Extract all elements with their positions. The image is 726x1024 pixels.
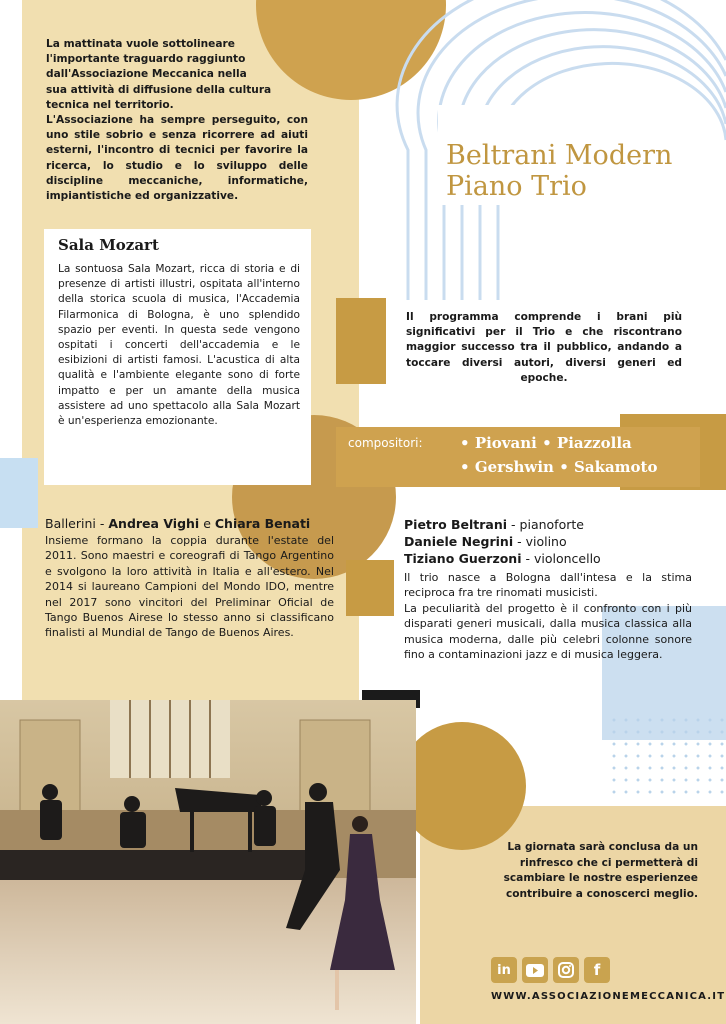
bullet-icon: • [542, 434, 552, 452]
instagram-icon[interactable] [553, 957, 579, 983]
composer-name: Gershwin [474, 458, 554, 476]
dancer-name-2: Chiara Benati [214, 516, 311, 531]
sala-mozart-text: La sontuosa Sala Mozart, ricca di storia e di presenze di artisti illustri, ospitata all'interno della storica scuola di musica, l'Accademia Filarmonica di Bologna, è uno splendido spazio per eventi. In questa sede vengono ospitati i concerti dell'accademia e le esibizioni di artisti famosi. L'acustica di alta qualità e l'ambiente elegante sono di forte impatto e per un amante della musica assistere ad uno spettacolo alla Sala Mozart è un'esperienza emozionante. [58, 263, 300, 428]
ballerini-text: Insieme formano la coppia durante l'estate del 2011. Sono maestri e coreografi di Tango Argentino e svolgono la loro attività in Italia e all'estero. Nel 2014 si laureano Campioni del Mondo IDO, mentre nel 2017 sono vincitori del Preliminar Oficial de Tango Buenos Airese lo stesso anno si classificano finalisti al Mundial de Tango de Buenos Aires. [45, 534, 334, 640]
youtube-play-icon [526, 964, 544, 977]
instagram-glyph [557, 961, 575, 979]
trio-description-p2: La peculiarità del progetto è il confronto con i più disparati generi musicali, dalla musica classica alla musica moderna, dalle più celebri colonne sonore fino a contaminazioni jazz e di musica leggera. [404, 601, 692, 662]
youtube-icon[interactable] [522, 957, 548, 983]
intro-line-4: sua attività di diffusione della cultura [46, 83, 272, 96]
closing-text: La giornata sarà conclusa da un rinfresco che ci permetterà di scambiare le nostre esperienzee contribuire a conoscerci meglio. [503, 841, 698, 900]
musicians-list [404, 516, 704, 567]
musician-role: - violoncello [525, 551, 601, 566]
sala-mozart-title: Sala Mozart [58, 236, 159, 254]
trio-description-p1: Il trio nasce a Bologna dall'intesa e la stima reciproca fra tre rinomati musicisti. [404, 571, 692, 600]
gold-rect-small [336, 298, 386, 384]
trio-title-line-2: Piano Trio [446, 171, 587, 202]
compositori-row-1 [460, 434, 632, 452]
trio-title-line-1: Beltrani Modern [446, 140, 673, 171]
programma-text: Il programma comprende i brani più significativi per il Trio e che riscontrano maggior successo tra il pubblico, andando a toccare diversi autori, diversi generi ed epoche. [406, 311, 682, 384]
intro-paragraph-2: L'Associazione ha sempre perseguito, con uno stile sobrio e senza ricorrere ad aiuti esterni, l'incontro di tecnici per favorire la ricerca, lo studio e lo sviluppo delle discipline meccaniche, informatiche, impiantistiche ed organizzative. [46, 114, 308, 203]
compositori-label: compositori: [348, 436, 423, 450]
concert-photo [0, 700, 416, 1024]
linkedin-icon[interactable]: in [491, 957, 517, 983]
bullet-icon: • [559, 458, 569, 476]
dot-pattern [608, 714, 726, 796]
facebook-icon[interactable]: f [584, 957, 610, 983]
light-blue-rect-left [0, 458, 38, 528]
ballerini-dash: - [99, 516, 105, 531]
dancer-name-1: Andrea Vighi [108, 516, 200, 531]
trio-title [446, 140, 706, 202]
intro-association-suffix: nella [213, 68, 247, 81]
composer-name: Piazzolla [556, 434, 632, 452]
musician-name: Tiziano Guerzoni [404, 551, 522, 566]
musician-role: - pianoforte [511, 517, 584, 532]
musician-row [404, 516, 704, 533]
ballerini-heading [45, 516, 310, 531]
intro-association-name: Associazione Meccanica [71, 68, 214, 81]
musician-row [404, 550, 704, 567]
intro-line-1: La mattinata vuole sottolineare [46, 38, 235, 50]
trio-description [404, 570, 692, 662]
compositori-row-2 [460, 458, 658, 476]
ballerini-and: e [203, 516, 211, 531]
gold-circle-bottom [398, 722, 526, 850]
ballerini-label: Ballerini [45, 516, 96, 531]
musician-name: Daniele Negrini [404, 534, 514, 549]
musician-role: - violino [517, 534, 567, 549]
bullet-icon: • [460, 458, 470, 476]
bullet-icon: • [460, 434, 470, 452]
musician-name: Pietro Beltrani [404, 517, 508, 532]
intro-association-prefix: dall' [46, 68, 72, 81]
intro-line-2: l'importante traguardo raggiunto [46, 53, 246, 66]
gold-rect-lower [346, 560, 394, 616]
intro-text [46, 37, 308, 204]
intro-line-5: tecnica nel territorio. [46, 98, 174, 111]
composer-name: Piovani [474, 434, 537, 452]
website-link[interactable]: WWW.ASSOCIAZIONEMECCANICA.IT [491, 991, 726, 1002]
musician-row [404, 533, 704, 550]
composer-name: Sakamoto [574, 458, 658, 476]
